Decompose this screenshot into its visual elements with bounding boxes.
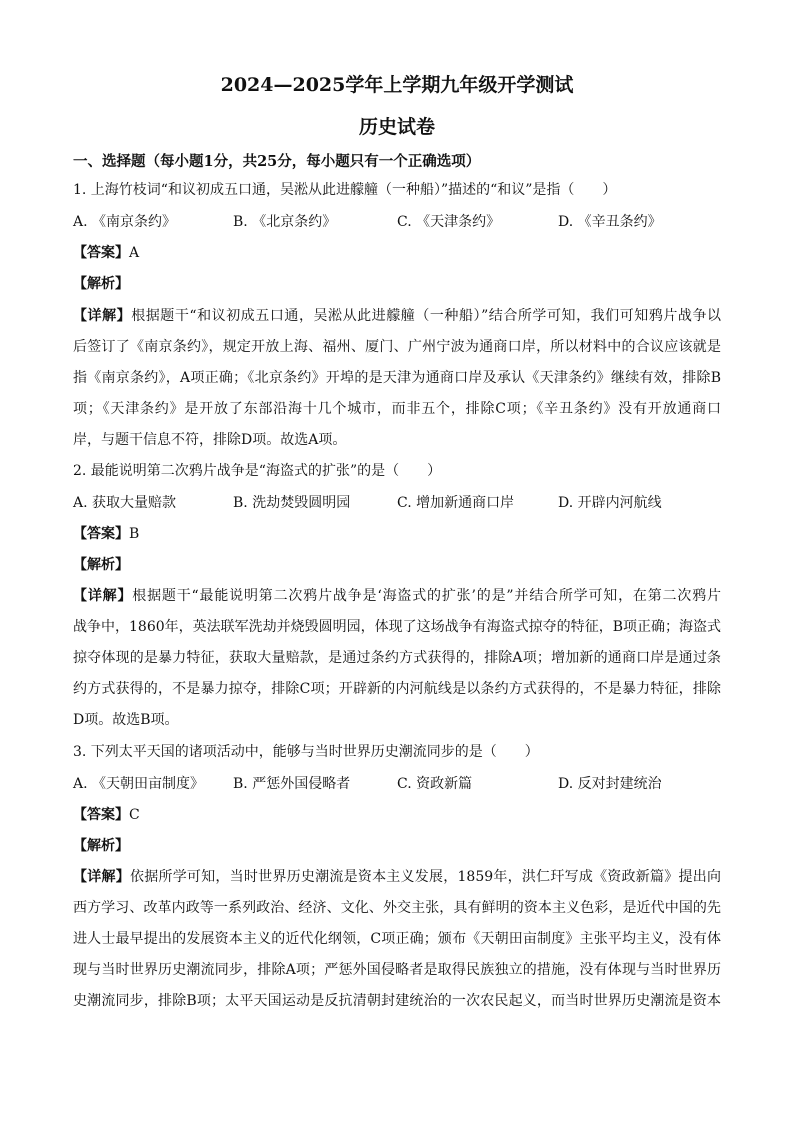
detail-line: 指《南京条约》，A项正确；《北京条约》开埠的是天津为通商口岸及承认《天津条约》继续有效，排除B	[73, 370, 721, 386]
detail-tag: 【详解】	[73, 869, 130, 885]
detail-line: 史潮流同步，排除B项；太平天国运动是反抗清朝封建统治的一次农民起义，而当时世界历史潮流是资本	[73, 993, 721, 1009]
detail-text: 根据题干“最能说明第二次鸦片战争是‘海盗式的扩张’的是”并结合所学可知，在第二次鸦片	[132, 588, 722, 604]
detail-line: 项；《天津条约》是开放了东部沿海十几个城市，而非五个，排除C项；《辛丑条约》没有开放通商口	[73, 401, 721, 417]
detail-text: 根据题干“和议初成五口通，吴淞从此进艨艟（一种船）”结合所学可知，我们可知鸦片战争以	[131, 308, 722, 324]
analysis-tag: 【解析】	[73, 838, 129, 854]
answer-tag: 【答案】	[73, 526, 129, 542]
option-c: C. 增加新通商口岸	[397, 495, 515, 511]
detail-line	[73, 586, 721, 606]
option-b: B. 严惩外国侵略者	[233, 776, 351, 792]
question-stem: 2. 最能说明第二次鸦片战争是“海盗式的扩张”的是（ ）	[73, 463, 442, 479]
answer-line	[73, 524, 139, 544]
answer-line	[73, 805, 140, 825]
exam-title: 2024—2025学年上学期九年级开学测试	[220, 74, 574, 96]
answer-tag: 【答案】	[73, 245, 129, 261]
detail-tag: 【详解】	[73, 308, 132, 324]
detail-line: 战争中，1860年，英法联军洗劫并烧毁圆明园，体现了这场战争有海盗式掠夺的特征，B项正确；海盗式	[73, 619, 721, 635]
option-d: D. 反对封建统治	[558, 776, 662, 792]
detail-tag: 【详解】	[73, 588, 133, 604]
option-a: A. 获取大量赔款	[73, 495, 177, 511]
detail-line: 约方式获得的，不是暴力掠夺，排除C项；开辟新的内河航线是以条约方式获得的，不是暴力特征，排除	[73, 681, 721, 697]
detail-line: 进人士最早提出的发展资本主义的近代化纲领，C项正确；颁布《天朝田亩制度》主张平均主义，没有体	[73, 931, 721, 947]
detail-text: 依据所学可知，当时世界历史潮流是资本主义发展，1859年，洪仁玕写成《资政新篇》提出向	[129, 869, 721, 885]
detail-line	[73, 306, 721, 326]
detail-line: 西方学习、改革内政等一系列政治、经济、文化、外交主张，具有鲜明的资本主义色彩，是近代中国的先	[73, 900, 721, 916]
option-c: C. 资政新篇	[397, 776, 473, 792]
analysis-tag: 【解析】	[73, 557, 129, 573]
answer-value: C	[129, 807, 140, 823]
answer-value: B	[129, 526, 140, 542]
answer-value: A	[129, 245, 140, 261]
detail-line: D项。故选B项。	[73, 712, 179, 728]
option-d: D. 开辟内河航线	[558, 495, 662, 511]
option-a: A. 《天朝田亩制度》	[73, 776, 205, 792]
answer-line	[73, 243, 139, 263]
section-heading: 一、选择题（每小题1分，共25分，每小题只有一个正确选项）	[73, 153, 481, 170]
detail-line: 掠夺体现的是暴力特征，获取大量赔款，是通过条约方式获得的，排除A项；增加新的通商口岸是通过条	[73, 650, 721, 666]
detail-line: 岸，与题干信息不符，排除D项。故选A项。	[73, 432, 347, 448]
detail-line: 后签订了《南京条约》，规定开放上海、福州、厦门、广州宁波为通商口岸，所以材料中的合议应该就是	[73, 339, 721, 355]
question-stem: 3. 下列太平天国的诸项活动中，能够与当时世界历史潮流同步的是（ ）	[73, 744, 539, 760]
option-b: B. 《北京条约》	[233, 214, 337, 230]
question-stem: 1. 上海竹枝词“和议初成五口通，吴淞从此进艨艟（一种船）”描述的“和议”是指（ ）	[73, 182, 617, 198]
option-c: C. 《天津条约》	[397, 214, 501, 230]
option-b: B. 洗劫焚毁圆明园	[233, 495, 351, 511]
option-a: A. 《南京条约》	[73, 214, 177, 230]
exam-subtitle: 历史试卷	[358, 116, 435, 138]
analysis-tag: 【解析】	[73, 276, 129, 292]
detail-line: 现与当时世界历史潮流同步，排除A项；严惩外国侵略者是取得民族独立的措施，没有体现与当时世界历	[73, 962, 721, 978]
answer-tag: 【答案】	[73, 807, 129, 823]
option-d: D. 《辛丑条约》	[558, 214, 662, 230]
detail-line	[73, 867, 721, 887]
